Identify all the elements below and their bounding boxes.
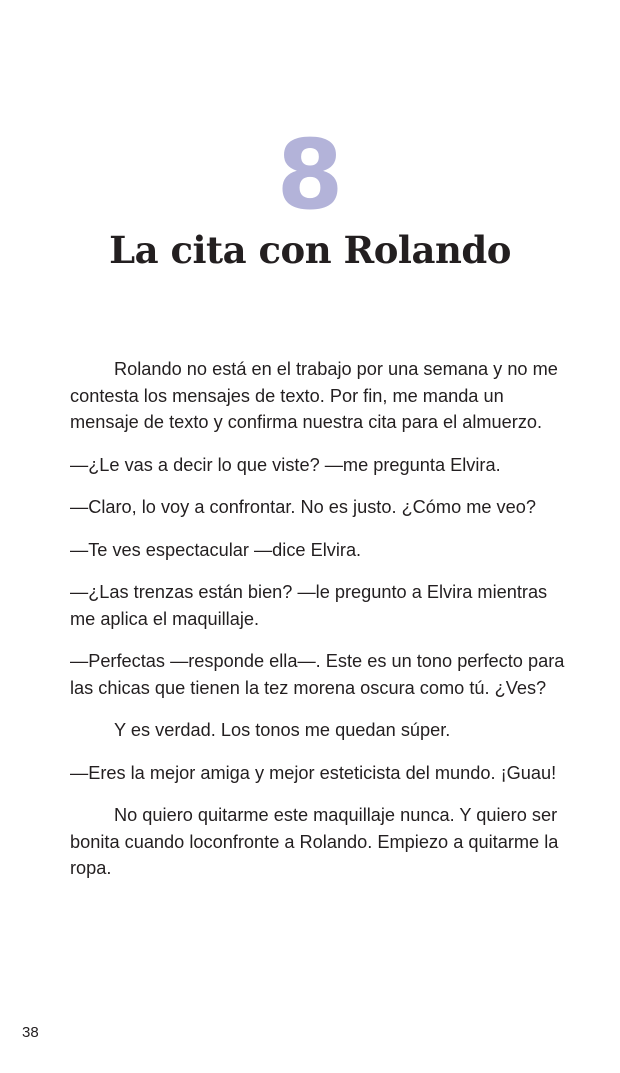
paragraph: —Eres la mejor amiga y mejor esteticista del mundo. ¡Guau!	[70, 762, 557, 783]
paragraph: Y es verdad. Los tonos me quedan súper.	[114, 720, 451, 740]
paragraph: —¿Le vas a decir lo que viste? —me pregunta Elvira.	[70, 454, 501, 475]
paragraph: —Claro, lo voy a confrontar. No es justo. ¿Cómo me veo?	[70, 497, 537, 517]
chapter-number: 8	[276, 119, 344, 231]
chapter-title: La cita con Rolando	[109, 228, 511, 272]
chapter-body	[70, 356, 568, 898]
paragraph: No quiero quitarme este maquillaje nunca. Y quiero ser bonita cuando loconfronte a Rolando. Empiezo a quitarme la ropa.	[70, 805, 559, 878]
paragraph: —¿Las trenzas están bien? —le pregunto a Elvira mientras me aplica el maquillaje.	[70, 582, 548, 629]
paragraph: —Te ves espectacular —dice Elvira.	[70, 539, 362, 560]
paragraph: —Perfectas —responde ella—. Este es un tono perfecto para las chicas que tienen la tez morena oscura como tú. ¿Ves?	[70, 651, 565, 698]
paragraph: Rolando no está en el trabajo por una semana y no me contesta los mensajes de texto. Por fin, me manda un mensaje de texto y confirma nuestra cita para el almuerzo.	[70, 359, 558, 432]
page-number: 38	[22, 1024, 39, 1041]
